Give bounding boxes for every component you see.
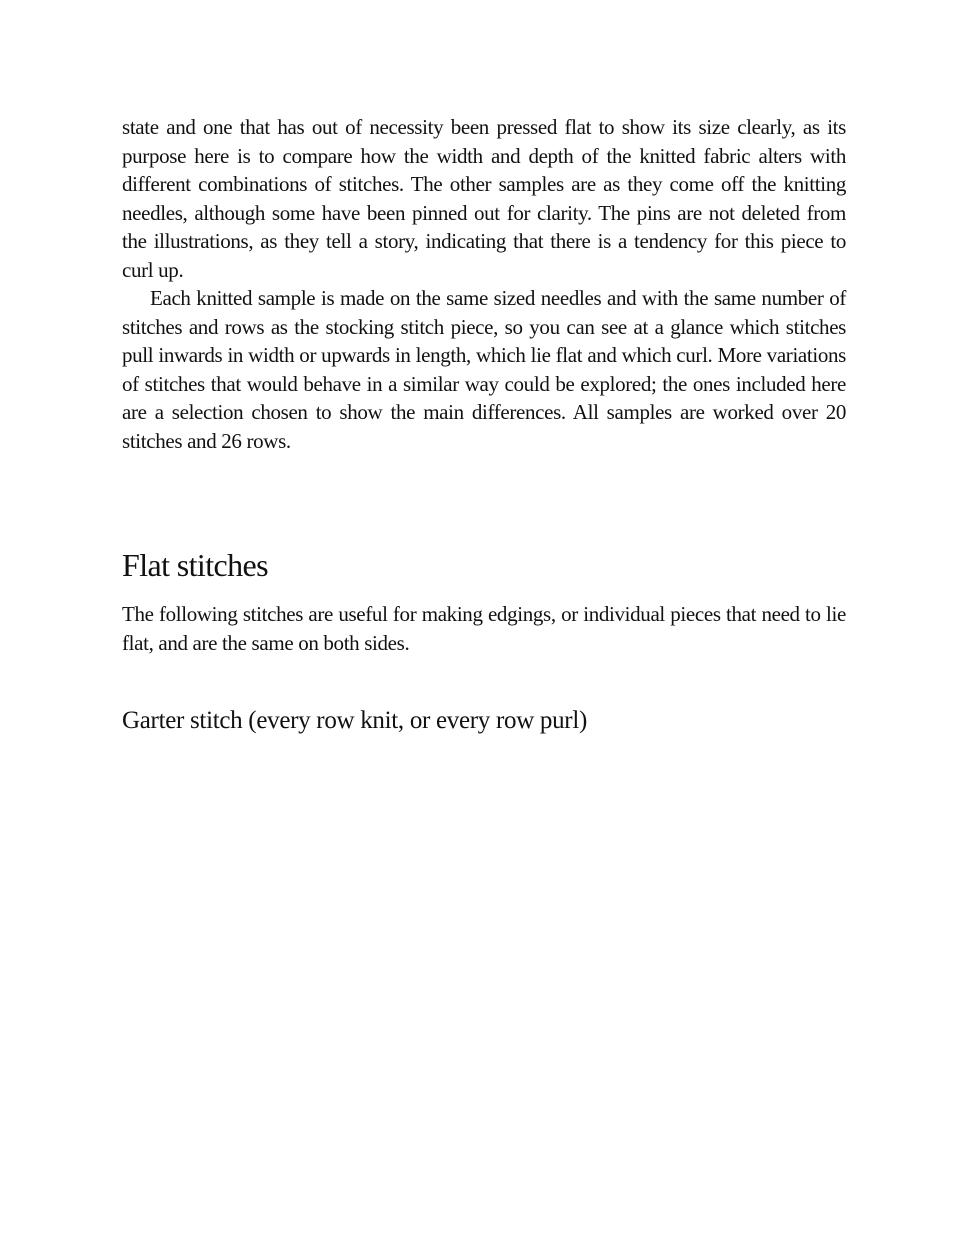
stitch-subheading: Garter stitch (every row knit, or every row purl) [122, 707, 587, 734]
body-paragraph: state and one that has out of necessity been pressed flat to show its size clearly, as its purpose here is to compare how the width and depth of the knitted fabric alters with different combinations of stitches. The other samples are as they come off the knitting needles, although some have been pinned out for clarity. The pins are not deleted from the illustrations, as they tell a story, indicating that there is a tendency for this piece to curl up. [122, 115, 846, 282]
section-intro-paragraph: The following stitches are useful for making edgings, or individual pieces that need to lie flat, and are the same on both sides. [122, 602, 846, 655]
section-heading: Flat stitches [122, 547, 268, 583]
body-paragraph: Each knitted sample is made on the same sized needles and with the same number of stitches and rows as the stocking stitch piece, so you can see at a glance which stitches pull inwards in width or upwards in length, which lie flat and which curl. More variations of stitches that would behave in a similar way could be explored; the ones included here are a selection chosen to show the main differences. All samples are worked over 20 stitches and 26 rows. [122, 286, 846, 453]
document-page [122, 113, 846, 734]
